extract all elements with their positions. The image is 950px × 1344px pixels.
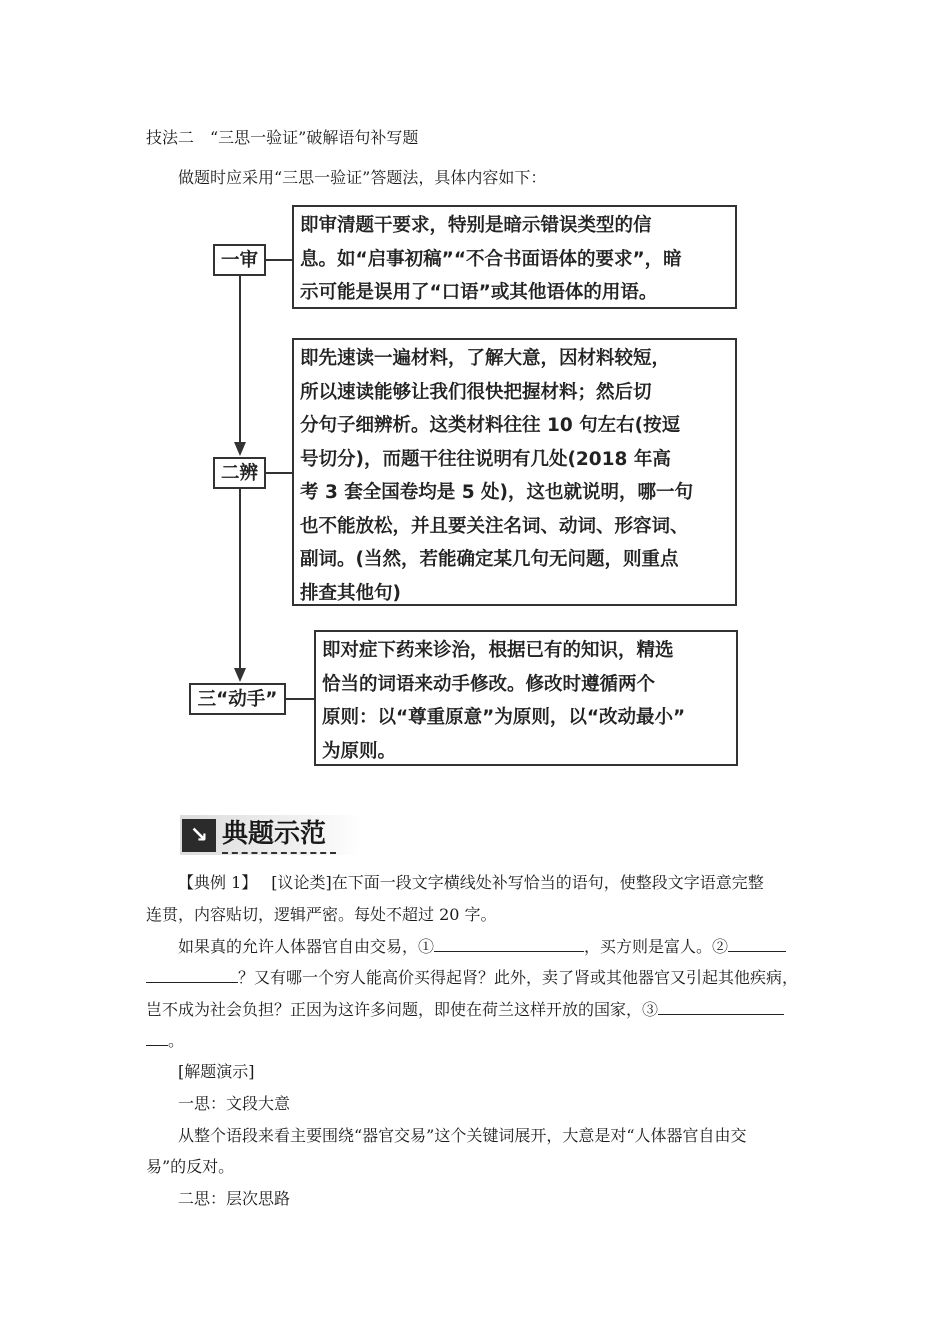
connector-line <box>266 259 292 261</box>
step-box-distinguish: 即先速读一遍材料，了解大意，因材料较短， 所以速读能够让我们很快把握材料；然后切 分句子细辨析。这类材料往往 10 句左右(按逗 号切分)，而题干往往说明有几处(2018 年高 考 3 套全国卷均是 5 处)，这也就说明，哪一句 也不能放松，并且要关注名词、动词、形容词、 副词。(当然，若能确定某几句无问题，则重点 排查其他句) <box>292 338 737 606</box>
connector-line <box>266 472 292 474</box>
arrow-down-icon <box>234 668 246 682</box>
section-underline <box>222 852 336 854</box>
technique-heading: 技法二 “三思一验证”破解语句补写题 <box>146 128 419 147</box>
step-label-distinguish: 二辨 <box>213 457 266 489</box>
blank-2-end[interactable] <box>146 966 238 983</box>
solution-heading: [解题演示] <box>178 1062 255 1081</box>
example-para-line-4: 。 <box>146 1029 184 1052</box>
step-box-act: 即对症下药来诊治，根据已有的知识，精选 恰当的词语来动手修改。修改时遵循两个 原则：以“尊重原意”为原则，以“改动最小” 为原则。 <box>314 630 738 766</box>
connector-line <box>239 274 241 444</box>
example-para-line-3: 岂不成为社会负担？正因为这许多问题，即使在荷兰这样开放的国家，③ <box>146 998 784 1021</box>
step-box-review: 即审清题干要求，特别是暗示错误类型的信 息。如“启事初稿”“不合书面语体的要求”，暗 示可能是误用了“口语”或其他语体的用语。 <box>292 205 737 309</box>
connector-line <box>286 698 314 700</box>
intro-text: 做题时应采用“三思一验证”答题法，具体内容如下： <box>178 168 547 187</box>
example-type: [议论类] <box>271 873 332 892</box>
example-prompt-line-2: 连贯，内容贴切，逻辑严密。每处不超过 20 字。 <box>146 905 497 924</box>
step-label-act: 三“动手” <box>189 683 286 715</box>
example-para-line-2: ？又有哪一个穷人能高价买得起肾？此外，卖了肾或其他器官又引起其他疾病， <box>146 966 798 989</box>
example-para-line-1: 如果真的允许人体器官自由交易，① ，买方则是富人。② <box>178 935 786 958</box>
example-prompt-line-1 <box>178 872 764 894</box>
think-2-title: 二思：层次思路 <box>178 1189 291 1208</box>
blank-2-start[interactable] <box>728 935 786 952</box>
arrow-section-icon: ↘ <box>182 819 216 852</box>
think-1-line-2: 易”的反对。 <box>146 1157 235 1176</box>
blank-1[interactable] <box>434 935 584 952</box>
blank-3-end[interactable] <box>146 1029 168 1046</box>
connector-line <box>239 489 241 670</box>
step-label-review: 一审 <box>213 244 266 276</box>
example-prompt: 在下面一段文字横线处补写恰当的语句，使整段文字语意完整 <box>331 873 764 892</box>
think-1-line-1: 从整个语段来看主要围绕“器官交易”这个关键词展开，大意是对“人体器官自由交 <box>178 1126 747 1145</box>
blank-3-start[interactable] <box>658 998 784 1015</box>
arrow-down-icon <box>234 442 246 456</box>
example-tag: 【典例 1】 <box>178 873 258 892</box>
think-1-title: 一思：文段大意 <box>178 1094 291 1113</box>
section-title: 典题示范 <box>222 819 327 849</box>
